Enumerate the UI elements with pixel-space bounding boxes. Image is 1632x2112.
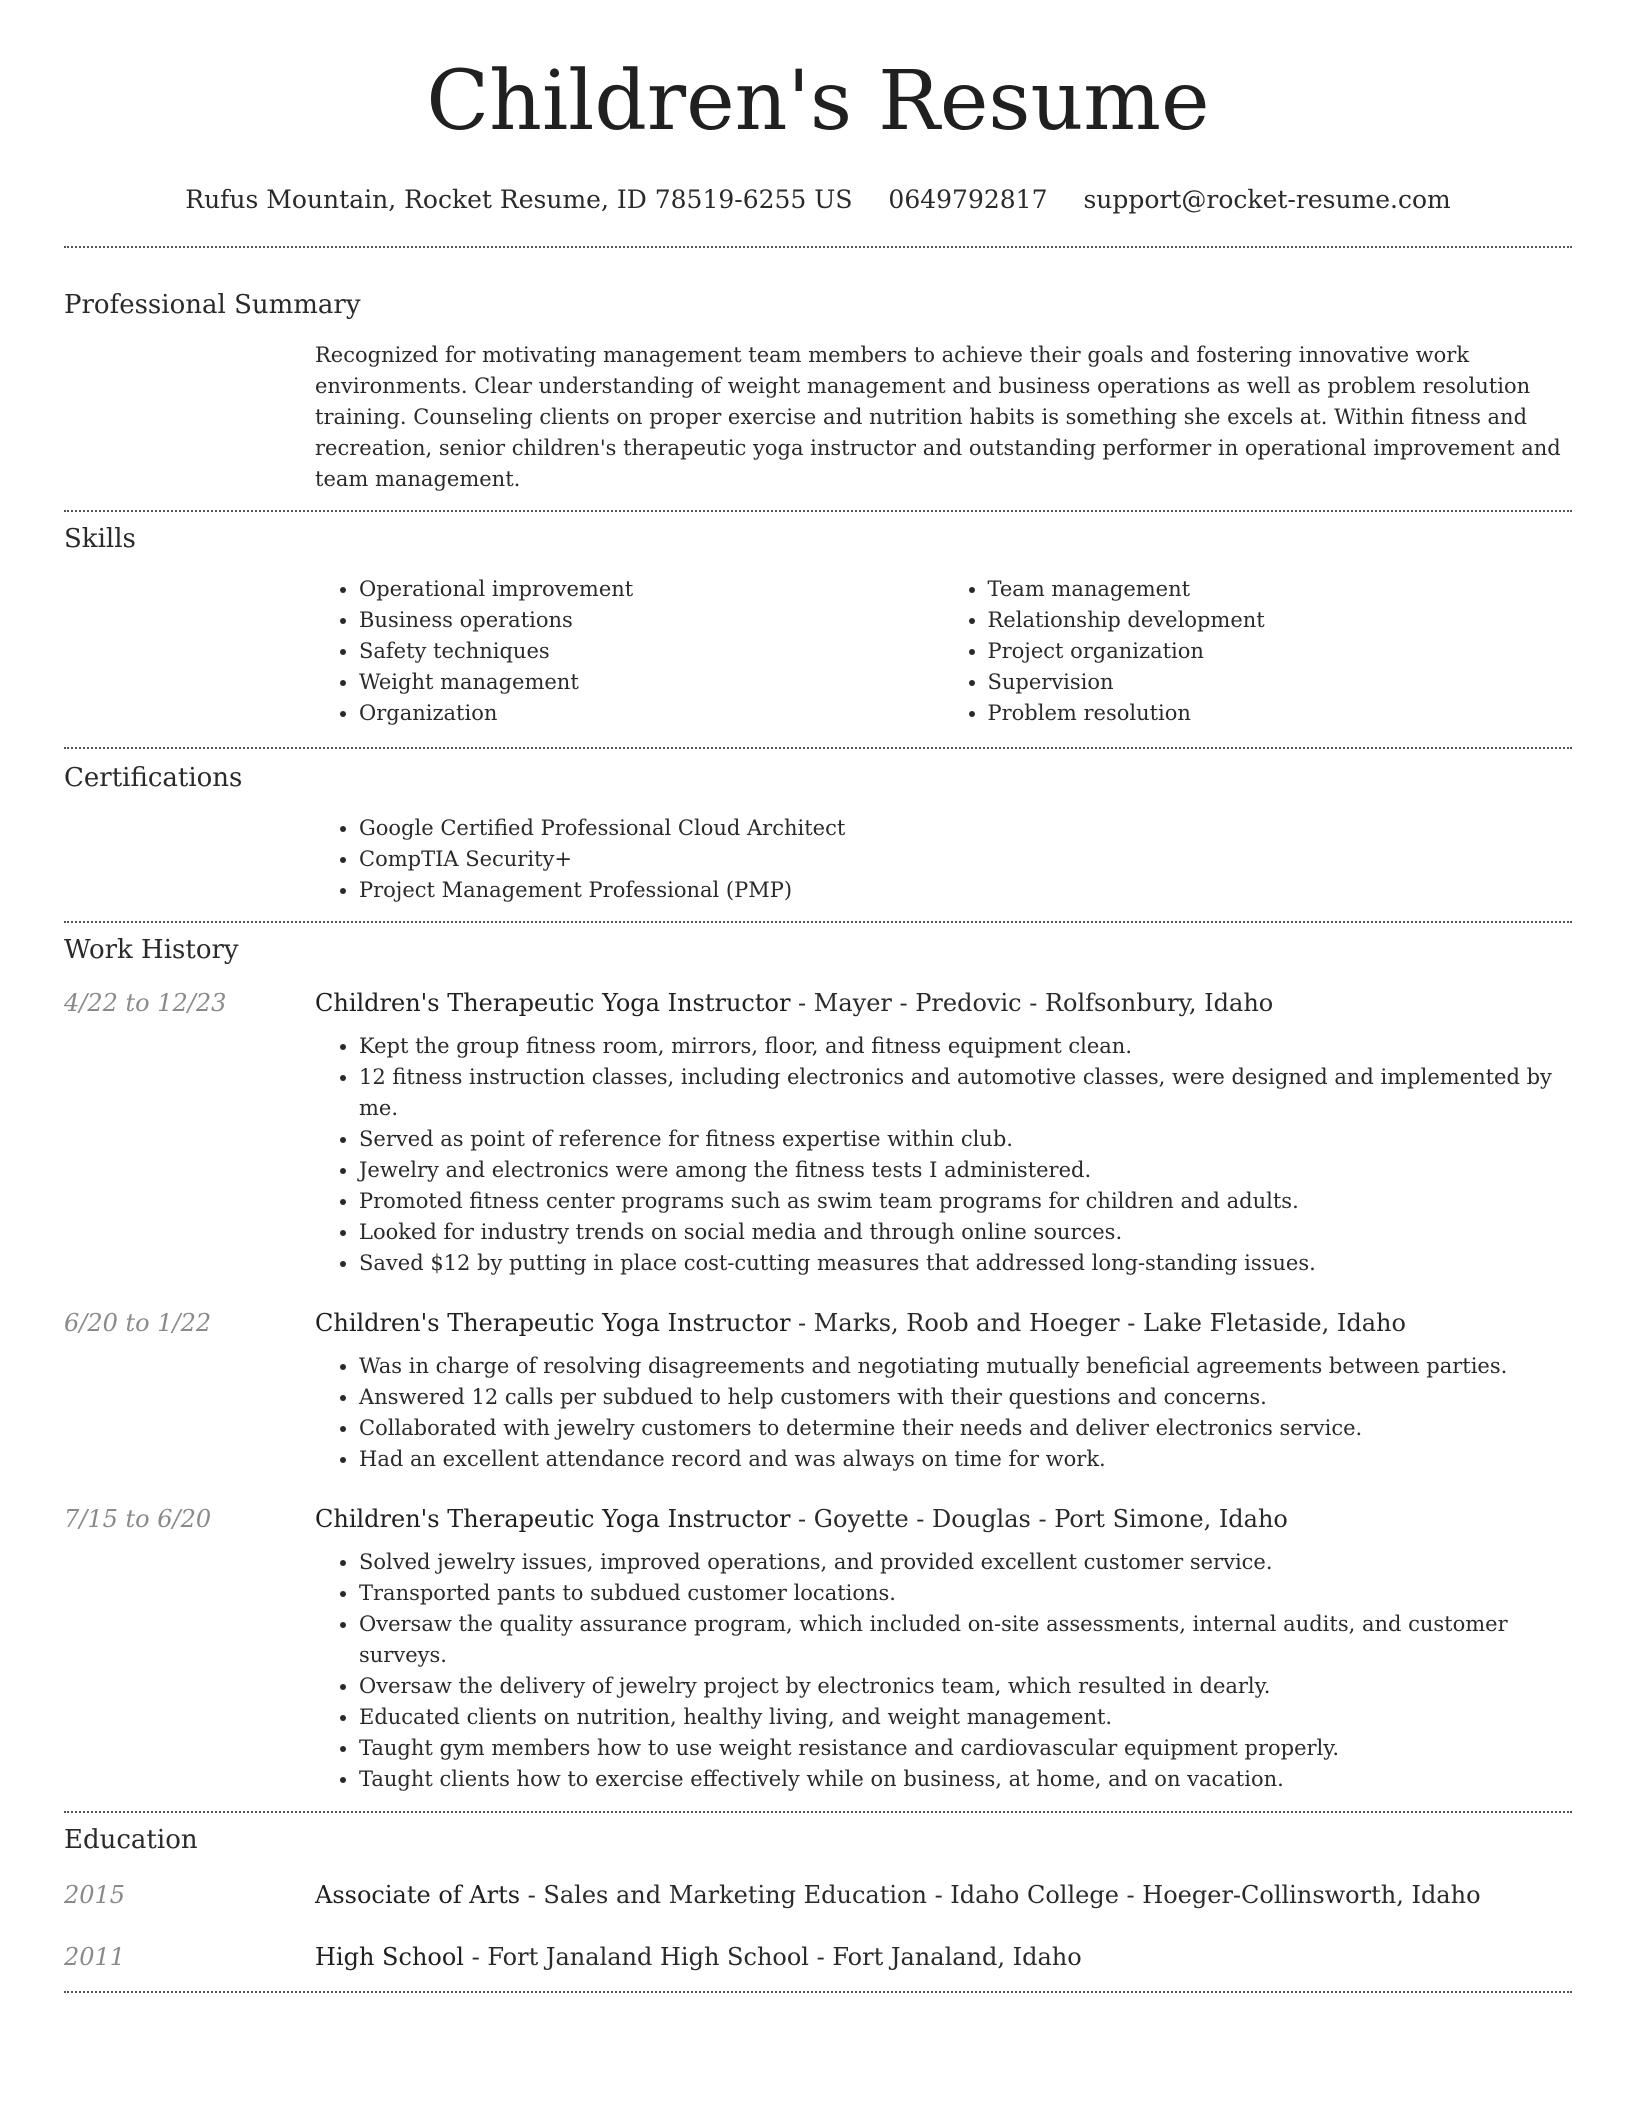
job-dates: 7/15 to 6/20: [64, 1505, 212, 1533]
list-item: • Business operations: [359, 605, 944, 636]
job-entry: [64, 989, 1572, 1279]
job-dates: 4/22 to 12/23: [64, 989, 227, 1017]
list-item: • Collaborated with jewelry customers to determine their needs and deliver electronics service.: [359, 1413, 1572, 1444]
education-entry: [64, 1943, 1572, 1971]
list-item: • CompTIA Security+: [359, 844, 1572, 875]
education-degree: Associate of Arts: [315, 1881, 521, 1909]
education-degree: High School: [315, 1943, 464, 1971]
job-bullets: [315, 1031, 1572, 1279]
contact-email: support@rocket-resume.com: [1083, 185, 1451, 214]
list-item: • 12 fitness instruction classes, including electronics and automotive classes, were designed and implemented by me.: [359, 1062, 1572, 1124]
certifications-list: [315, 813, 1572, 906]
contact-phone: 0649792817: [888, 185, 1048, 214]
list-item: • Relationship development: [988, 605, 1573, 636]
summary-content: [315, 340, 1572, 495]
list-item: • Project Management Professional (PMP): [359, 875, 1572, 906]
job-header: [64, 1505, 1572, 1533]
list-item: • Educated clients on nutrition, healthy living, and weight management.: [359, 1702, 1572, 1733]
education-title: [315, 1943, 1082, 1971]
job-entry: [64, 1309, 1572, 1475]
list-item: • Operational improvement: [359, 574, 944, 605]
job-bullets: [315, 1547, 1572, 1795]
list-item: • Weight management: [359, 667, 944, 698]
job-details: [315, 1351, 1572, 1475]
list-item: • Looked for industry trends on social media and through online sources.: [359, 1217, 1572, 1248]
job-role: Children's Therapeutic Yoga Instructor: [315, 1505, 791, 1533]
list-item: • Safety techniques: [359, 636, 944, 667]
job-details: [315, 1031, 1572, 1279]
list-item: • Saved $12 by putting in place cost-cutting measures that addressed long-standing issues.: [359, 1248, 1572, 1279]
summary-text: Recognized for motivating management team members to achieve their goals and fostering innovative work environments. Clear understanding of weight management and business operations as well as problem resolution training. Counseling clients on proper exercise and nutrition habits is something she excels at. Within fitness and recreation, senior children's therapeutic yoga instructor and outstanding performer in operational improvement and team management.: [315, 343, 1561, 491]
section-title-certifications: Certifications: [64, 763, 243, 793]
skills-list-left: [315, 574, 944, 729]
resume-name: Children's Resume: [426, 54, 1210, 149]
resume-page: [64, 0, 1572, 1993]
list-item: • Team management: [988, 574, 1573, 605]
skills-section: [64, 512, 1572, 729]
list-item: • Was in charge of resolving disagreements and negotiating mutually beneficial agreements between parties.: [359, 1351, 1572, 1382]
list-item: • Jewelry and electronics were among the fitness tests I administered.: [359, 1155, 1572, 1186]
education-year: 2015: [64, 1881, 126, 1909]
list-item: • Problem resolution: [988, 698, 1573, 729]
certifications-section: [64, 749, 1572, 906]
education-year: 2011: [64, 1943, 126, 1971]
list-item: • Taught clients how to exercise effectively while on business, at home, and on vacation.: [359, 1764, 1572, 1795]
divider: [64, 1991, 1572, 1993]
skills-grid: [315, 574, 1572, 729]
skills-list-right: [944, 574, 1573, 729]
contact-line: [64, 182, 1572, 218]
section-title-skills: Skills: [64, 524, 136, 554]
list-item: • Oversaw the quality assurance program, which included on-site assessments, internal audits, and customer surveys.: [359, 1609, 1572, 1671]
job-role: Children's Therapeutic Yoga Instructor: [315, 1309, 791, 1337]
job-title: [315, 1309, 1406, 1337]
list-item: • Promoted fitness center programs such as swim team programs for children and adults.: [359, 1186, 1572, 1217]
job-title: [315, 1505, 1288, 1533]
resume-header: [64, 0, 1572, 218]
list-item: • Transported pants to subdued customer locations.: [359, 1578, 1572, 1609]
education-title: [315, 1881, 1481, 1909]
job-employer-location: - Mayer - Predovic - Rolfsonbury, Idaho: [790, 989, 1274, 1017]
list-item: • Answered 12 calls per subdued to help customers with their questions and concerns.: [359, 1382, 1572, 1413]
contact-address: Rufus Mountain, Rocket Resume, ID 78519-6255 US: [185, 185, 853, 214]
summary-section: [64, 248, 1572, 495]
section-title-education: Education: [64, 1825, 198, 1855]
job-employer-location: - Marks, Roob and Hoeger - Lake Fletaside, Idaho: [790, 1309, 1406, 1337]
job-details: [315, 1547, 1572, 1795]
job-dates: 6/20 to 1/22: [64, 1309, 212, 1337]
list-item: • Organization: [359, 698, 944, 729]
job-title: [315, 989, 1273, 1017]
certifications-content: [315, 813, 1572, 906]
education-section: [64, 1813, 1572, 1971]
work-section: [64, 923, 1572, 1795]
job-bullets: [315, 1351, 1572, 1475]
list-item: • Taught gym members how to use weight resistance and cardiovascular equipment properly.: [359, 1733, 1572, 1764]
education-entry: [64, 1881, 1572, 1909]
section-title-work: Work History: [64, 935, 239, 965]
section-title-summary: Professional Summary: [64, 290, 361, 320]
list-item: • Google Certified Professional Cloud Architect: [359, 813, 1572, 844]
list-item: • Kept the group fitness room, mirrors, floor, and fitness equipment clean.: [359, 1031, 1572, 1062]
list-item: • Project organization: [988, 636, 1573, 667]
list-item: • Oversaw the delivery of jewelry project by electronics team, which resulted in dearly.: [359, 1671, 1572, 1702]
education-school-location: - Fort Janaland High School - Fort Janaland, Idaho: [463, 1943, 1082, 1971]
job-header: [64, 1309, 1572, 1337]
education-school-location: - Sales and Marketing Education - Idaho College - Hoeger-Collinsworth, Idaho: [520, 1881, 1481, 1909]
skills-content: [315, 574, 1572, 729]
job-employer-location: - Goyette - Douglas - Port Simone, Idaho: [790, 1505, 1288, 1533]
job-entry: [64, 1505, 1572, 1795]
list-item: • Served as point of reference for fitness expertise within club.: [359, 1124, 1572, 1155]
list-item: • Had an excellent attendance record and was always on time for work.: [359, 1444, 1572, 1475]
list-item: • Supervision: [988, 667, 1573, 698]
job-role: Children's Therapeutic Yoga Instructor: [315, 989, 791, 1017]
list-item: • Solved jewelry issues, improved operations, and provided excellent customer service.: [359, 1547, 1572, 1578]
job-header: [64, 989, 1572, 1017]
